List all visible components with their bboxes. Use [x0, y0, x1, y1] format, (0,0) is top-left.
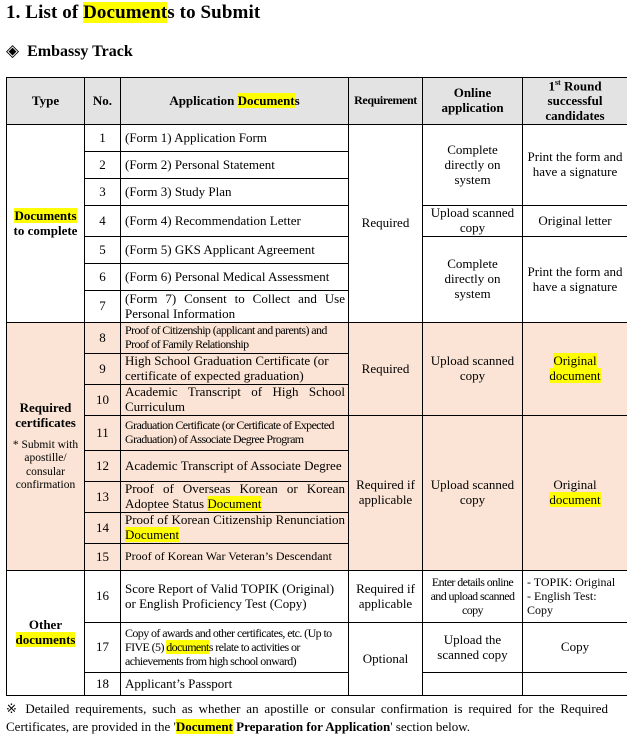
- group-documents-to-complete: Documents to complete: [7, 125, 85, 323]
- round-cell: Original document: [523, 416, 627, 571]
- table-row: Documents to complete 1 (Form 1) Application Form Required Complete directly on system Print the form and have a signature: [7, 125, 627, 152]
- round-cell: Print the form and have a signature: [523, 237, 627, 323]
- table-row: 15 Proof of Korean War Veteran’s Descendant: [7, 544, 627, 571]
- requirement-cell: Required if applicable: [349, 416, 423, 571]
- header-type: Type: [7, 78, 85, 125]
- table-row: 14 Proof of Korean Citizenship Renunciation Document: [7, 513, 627, 544]
- requirement-cell: Required if applicable: [349, 571, 423, 623]
- title-highlight: Document: [83, 2, 168, 23]
- header-online-application: Online application: [423, 78, 523, 125]
- table-header-row: [7, 78, 627, 125]
- diamond-bullet-icon: ◈: [6, 41, 20, 60]
- table-row: 7 (Form 7) Consent to Collect and Use Personal Information: [7, 291, 627, 323]
- table-row: 13 Proof of Overseas Korean or Korean Adoptee Status Document: [7, 482, 627, 513]
- online-cell: Upload the scanned copy: [423, 623, 523, 673]
- documents-table: [6, 77, 627, 696]
- section-subtitle: ◈ Embassy Track: [6, 41, 133, 60]
- table-row: 11 Graduation Certificate (or Certificate of Expected Graduation) of Associate Degree Program Required if applicable Upload scanned copy Original document: [7, 416, 627, 451]
- table-row: 2 (Form 2) Personal Statement: [7, 152, 627, 179]
- table-row: Other documents 16 Score Report of Valid TOPIK (Original) or English Proficiency Test (Copy) Required if applicable Enter details online and upload scanned copy - TOPIK: Original - English Test: Copy: [7, 571, 627, 623]
- header-requirement: Requirement: [349, 78, 423, 125]
- table-row: 17 Copy of awards and other certificates, etc. (Up to FIVE (5) documents relate to activities or achievements from high school onward) Optional Upload the scanned copy Copy: [7, 623, 627, 673]
- table-row: 5 (Form 5) GKS Applicant Agreement Complete directly on system Print the form and have a signature: [7, 237, 627, 264]
- round-cell: Original document: [523, 323, 627, 416]
- header-first-round: 1st Round successful candidates: [523, 78, 627, 125]
- table-row: 6 (Form 6) Personal Medical Assessment: [7, 264, 627, 291]
- group-other-documents: Other documents: [7, 571, 85, 696]
- header-no: No.: [85, 78, 121, 125]
- table-row: 10 Academic Transcript of High School Curriculum: [7, 385, 627, 416]
- table-row: 18 Applicant’s Passport: [7, 673, 627, 696]
- page-title: 1. List of Documents to Submit: [6, 2, 261, 23]
- online-cell: Enter details online and upload scanned copy: [423, 571, 523, 623]
- round-cell: Print the form and have a signature: [523, 125, 627, 206]
- round-cell: Copy: [523, 623, 627, 673]
- requirement-cell: Required: [349, 125, 423, 323]
- table-row: 4 (Form 4) Recommendation Letter Upload scanned copy Original letter: [7, 206, 627, 237]
- header-application-documents: Application Documents: [121, 78, 349, 125]
- online-cell: Upload scanned copy: [423, 323, 523, 416]
- group-required-certificates: Required certificates * Submit with apostille/ consular confirmation: [7, 323, 85, 571]
- online-cell: Upload scanned copy: [423, 416, 523, 571]
- round-cell: Original letter: [523, 206, 627, 237]
- table-row: 9 High School Graduation Certificate (or certificate of expected graduation): [7, 354, 627, 385]
- table-row: 3 (Form 3) Study Plan: [7, 179, 627, 206]
- footnote: ※ Detailed requirements, such as whether an apostille or consular confirmation is required for the Required Certificates, are provided in the 'Document Preparation for Application' section below.: [6, 701, 608, 734]
- round-cell: - TOPIK: Original - English Test: Copy: [523, 571, 627, 623]
- requirement-cell: Required: [349, 323, 423, 416]
- online-cell: Complete directly on system: [423, 237, 523, 323]
- table-row: Required certificates * Submit with apostille/ consular confirmation 8 Proof of Citizenship (applicant and parents) and Proof of Family Relationship Required Upload scanned copy Original document: [7, 323, 627, 354]
- requirement-cell: Optional: [349, 623, 423, 696]
- online-cell: Complete directly on system: [423, 125, 523, 206]
- table-row: 12 Academic Transcript of Associate Degree: [7, 451, 627, 482]
- online-cell: Upload scanned copy: [423, 206, 523, 237]
